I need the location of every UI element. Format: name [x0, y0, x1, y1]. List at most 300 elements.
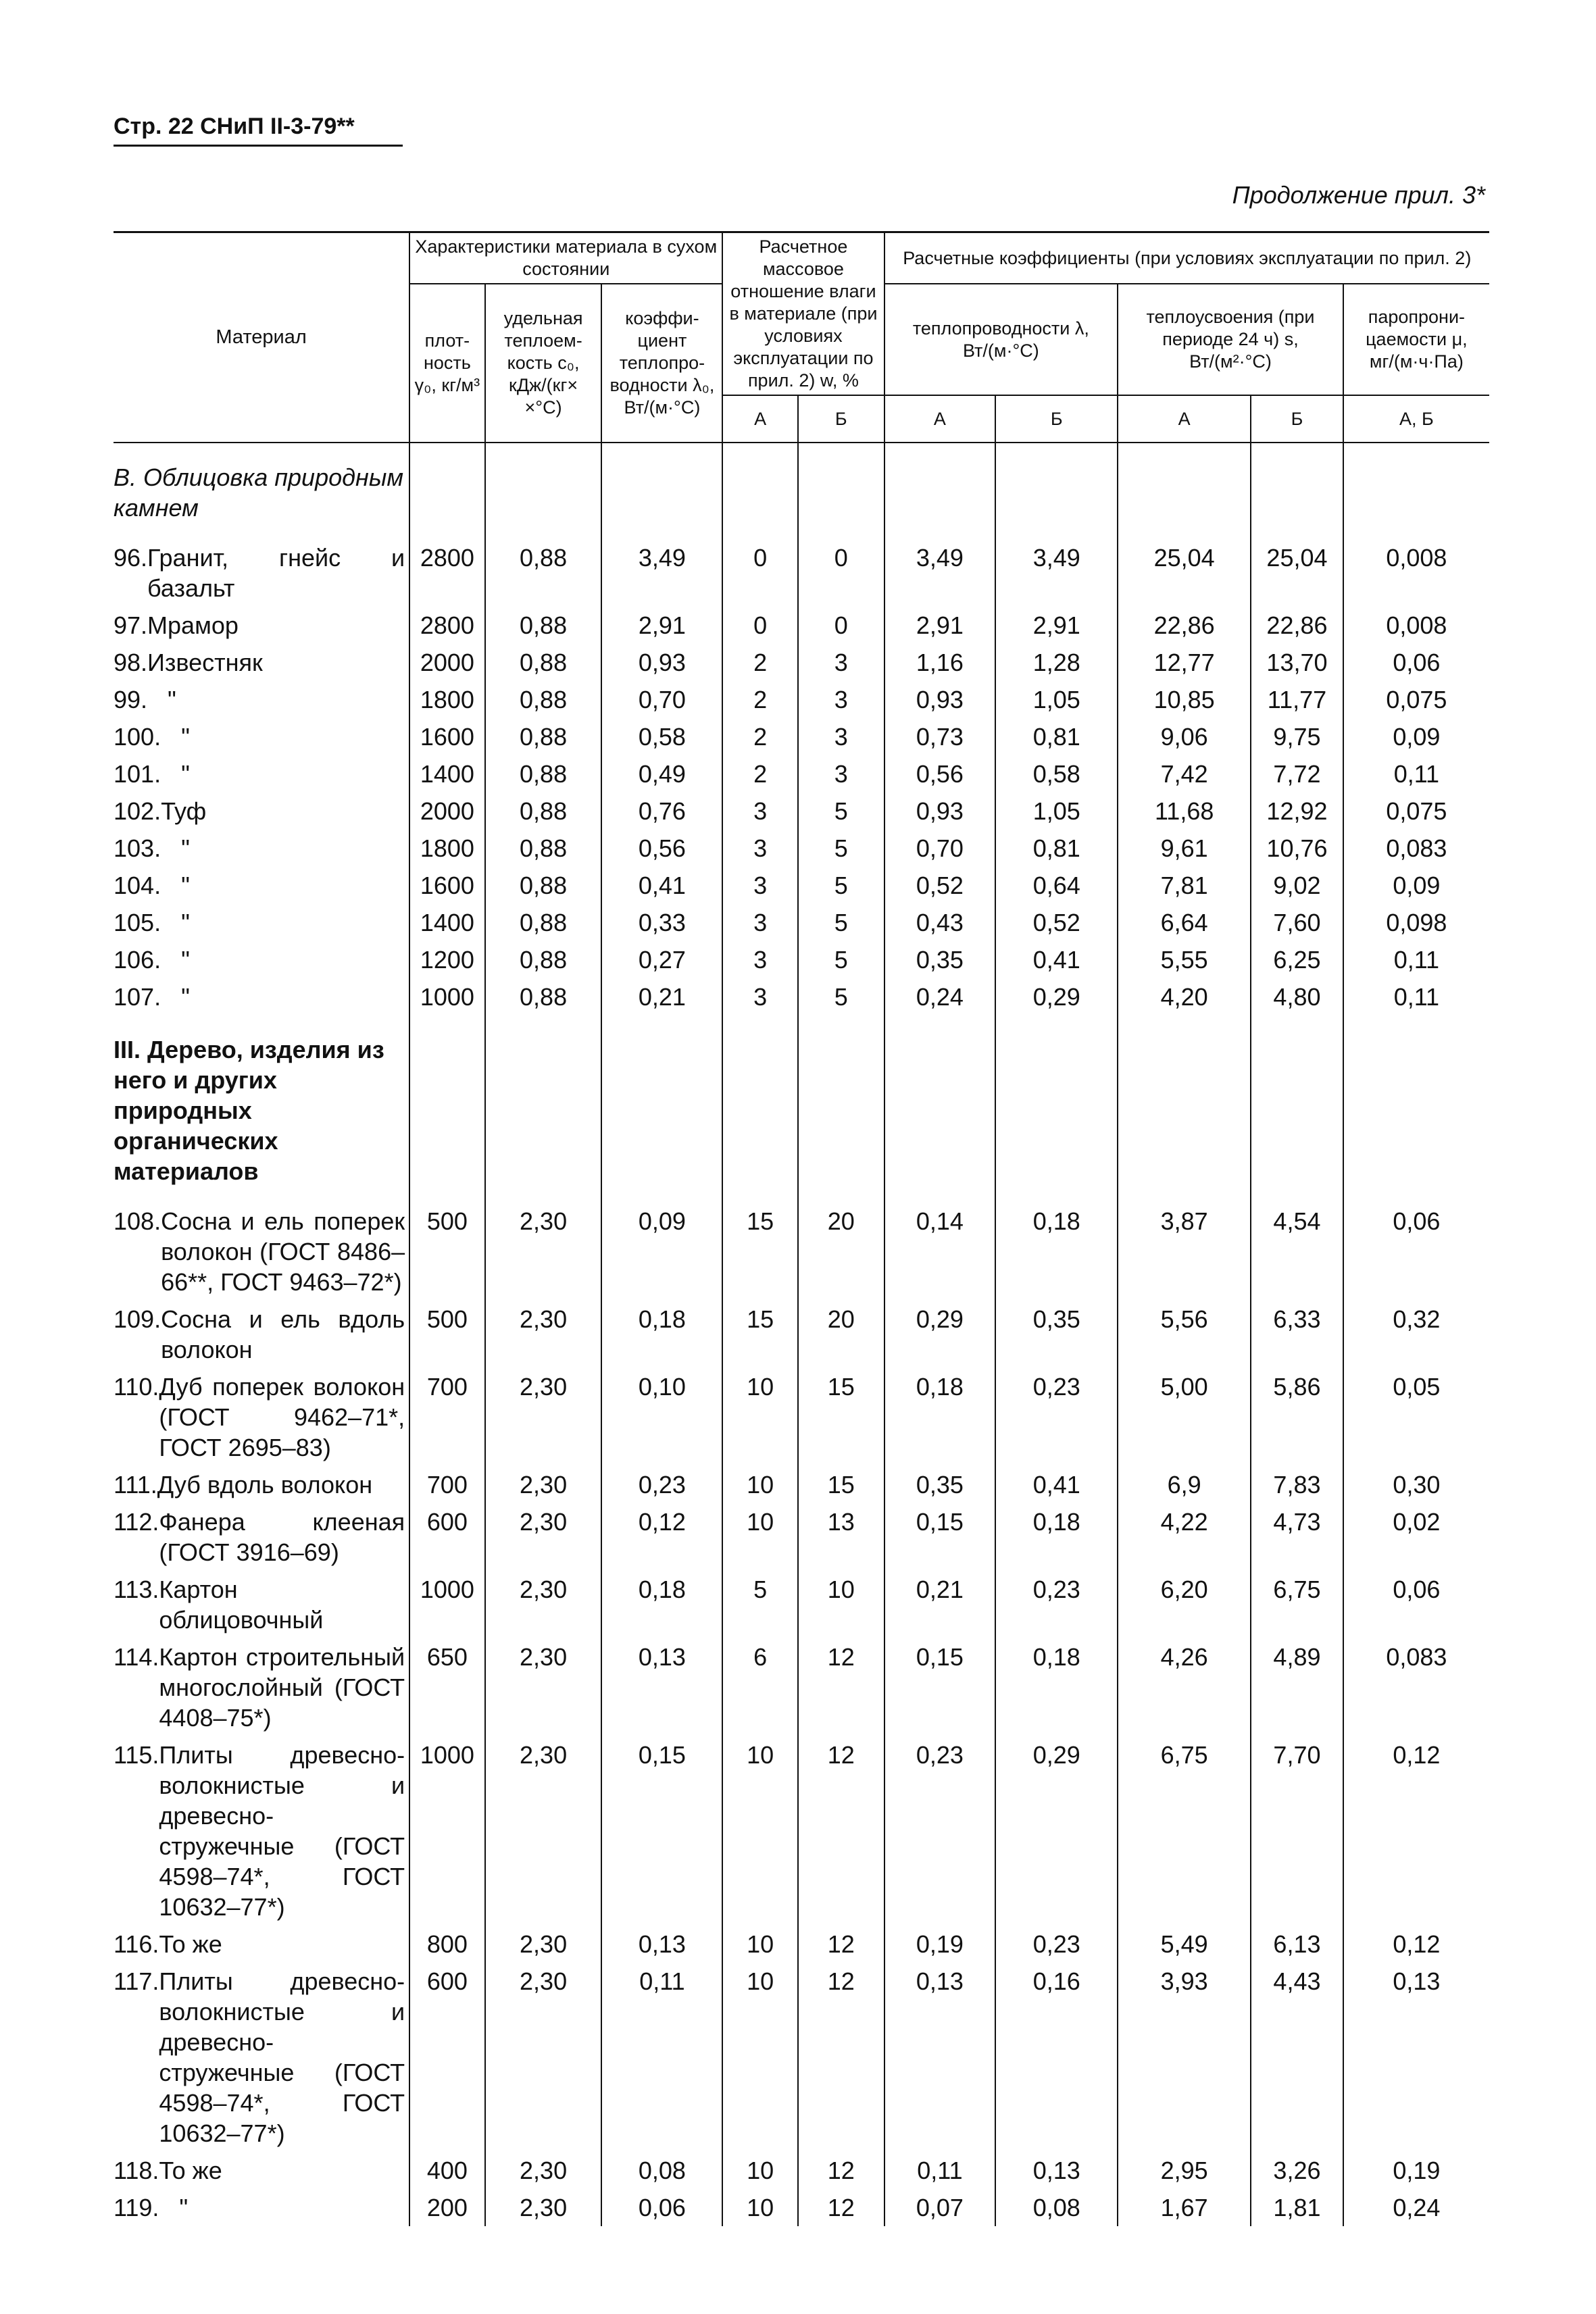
- s-a-value: 11,68: [1118, 793, 1251, 830]
- empty-cell: [1251, 1015, 1343, 1203]
- row-number: 101.: [114, 760, 161, 788]
- density-value: 1000: [409, 1736, 485, 1926]
- empty-cell: [485, 443, 602, 539]
- table-row: [114, 1301, 1489, 1368]
- s-b-value: 6,25: [1251, 941, 1343, 978]
- conductivity-value: 0,41: [601, 867, 722, 904]
- moisture-b-value: 0: [798, 539, 884, 607]
- table-row: [114, 1571, 1489, 1638]
- s-a-value: 25,04: [1118, 539, 1251, 607]
- heat-capacity-value: 2,30: [485, 1638, 602, 1736]
- material-name: ": [181, 760, 190, 788]
- s-a-value: 6,20: [1118, 1571, 1251, 1638]
- moisture-a-value: 0: [722, 539, 798, 607]
- material-name: То же: [159, 1930, 222, 1958]
- s-a-value: 5,55: [1118, 941, 1251, 978]
- heat-capacity-value: 0,88: [485, 755, 602, 793]
- header-moisture-a: А: [722, 395, 798, 443]
- s-a-value: 22,86: [1118, 607, 1251, 644]
- material-cell: [114, 1571, 409, 1638]
- table-row: [114, 2189, 1489, 2226]
- material-name: Мрамор: [147, 611, 239, 639]
- empty-cell: [485, 1015, 602, 1203]
- lambda-a-value: 1,16: [884, 644, 996, 681]
- moisture-a-value: 15: [722, 1203, 798, 1301]
- row-number: 106.: [114, 946, 161, 974]
- moisture-b-value: 0: [798, 607, 884, 644]
- density-value: 1600: [409, 867, 485, 904]
- header-material: Материал: [114, 232, 409, 443]
- mu-value: 0,075: [1343, 793, 1489, 830]
- header-density: плот-ность γ₀, кг/м³: [409, 284, 485, 443]
- moisture-a-value: 10: [722, 1503, 798, 1571]
- s-a-value: 4,20: [1118, 978, 1251, 1015]
- moisture-b-value: 10: [798, 1571, 884, 1638]
- heat-capacity-value: 0,88: [485, 793, 602, 830]
- row-number: 103.: [114, 834, 161, 862]
- moisture-b-value: 12: [798, 1638, 884, 1736]
- heat-capacity-value: 2,30: [485, 1368, 602, 1466]
- material-cell: [114, 2152, 409, 2189]
- row-number: 109.: [114, 1305, 161, 1333]
- s-b-value: 7,83: [1251, 1466, 1343, 1503]
- s-a-value: 10,85: [1118, 681, 1251, 718]
- heat-capacity-value: 0,88: [485, 644, 602, 681]
- material-name: ": [168, 686, 176, 713]
- s-a-value: 3,87: [1118, 1203, 1251, 1301]
- lambda-a-value: 0,21: [884, 1571, 996, 1638]
- s-b-value: 13,70: [1251, 644, 1343, 681]
- s-b-value: 4,80: [1251, 978, 1343, 1015]
- header-moisture-b: Б: [798, 395, 884, 443]
- row-number: 99.: [114, 686, 148, 713]
- continuation-note: Продолжение прил. 3*: [1232, 181, 1485, 209]
- lambda-a-value: 0,52: [884, 867, 996, 904]
- lambda-b-value: 1,05: [995, 681, 1118, 718]
- conductivity-value: 0,18: [601, 1301, 722, 1368]
- mu-value: 0,11: [1343, 978, 1489, 1015]
- s-b-value: 4,43: [1251, 1963, 1343, 2152]
- material-name: ": [181, 983, 190, 1011]
- row-number: 116.: [114, 1930, 159, 1958]
- empty-cell: [1343, 443, 1489, 539]
- s-a-value: 6,75: [1118, 1736, 1251, 1926]
- s-b-value: 4,89: [1251, 1638, 1343, 1736]
- heat-capacity-value: 2,30: [485, 1301, 602, 1368]
- mu-value: 0,083: [1343, 830, 1489, 867]
- material-cell: [114, 1736, 409, 1926]
- mu-value: 0,12: [1343, 1736, 1489, 1926]
- moisture-b-value: 13: [798, 1503, 884, 1571]
- lambda-a-value: 0,14: [884, 1203, 996, 1301]
- material-name: ": [181, 834, 190, 862]
- lambda-a-value: 3,49: [884, 539, 996, 607]
- table-row: [114, 941, 1489, 978]
- density-value: 2800: [409, 607, 485, 644]
- mu-value: 0,24: [1343, 2189, 1489, 2226]
- moisture-b-value: 5: [798, 830, 884, 867]
- material-cell: [114, 978, 409, 1015]
- material-cell: [114, 1466, 409, 1503]
- moisture-a-value: 3: [722, 793, 798, 830]
- material-name: Гранит, гнейс и базальт: [147, 544, 405, 602]
- row-number: 97.: [114, 611, 148, 639]
- material-name: Туф: [161, 797, 207, 825]
- mu-value: 0,008: [1343, 607, 1489, 644]
- material-name: Плиты древесно-волокнистые и древесно-стружечные (ГОСТ 4598–74*, ГОСТ 10632–77*): [159, 1741, 405, 1921]
- heat-capacity-value: 0,88: [485, 607, 602, 644]
- table-row: [114, 1736, 1489, 1926]
- density-value: 1000: [409, 1571, 485, 1638]
- header-s: теплоусвоения (при периоде 24 ч) s, Вт/(м²·°C): [1118, 284, 1343, 395]
- density-value: 1600: [409, 718, 485, 755]
- s-a-value: 12,77: [1118, 644, 1251, 681]
- moisture-a-value: 3: [722, 830, 798, 867]
- moisture-b-value: 5: [798, 793, 884, 830]
- empty-cell: [601, 1015, 722, 1203]
- mu-value: 0,19: [1343, 2152, 1489, 2189]
- mu-value: 0,008: [1343, 539, 1489, 607]
- density-value: 1800: [409, 681, 485, 718]
- mu-value: 0,083: [1343, 1638, 1489, 1736]
- density-value: 2800: [409, 539, 485, 607]
- table-row: [114, 830, 1489, 867]
- material-name: Дуб поперек волокон (ГОСТ 9462–71*, ГОСТ 2695–83): [159, 1373, 405, 1461]
- lambda-b-value: 0,23: [995, 1571, 1118, 1638]
- mu-value: 0,11: [1343, 755, 1489, 793]
- row-number: 107.: [114, 983, 161, 1011]
- material-cell: [114, 867, 409, 904]
- lambda-a-value: 0,15: [884, 1638, 996, 1736]
- s-b-value: 11,77: [1251, 681, 1343, 718]
- material-name: Картон строительный многослойный (ГОСТ 4408–75*): [159, 1643, 405, 1732]
- conductivity-value: 0,93: [601, 644, 722, 681]
- conductivity-value: 3,49: [601, 539, 722, 607]
- s-a-value: 6,9: [1118, 1466, 1251, 1503]
- table-row: [114, 644, 1489, 681]
- heat-capacity-value: 2,30: [485, 2152, 602, 2189]
- empty-cell: [1118, 1015, 1251, 1203]
- empty-cell: [884, 443, 996, 539]
- conductivity-value: 0,33: [601, 904, 722, 941]
- material-cell: [114, 1963, 409, 2152]
- moisture-b-value: 5: [798, 941, 884, 978]
- empty-cell: [1343, 1015, 1489, 1203]
- lambda-b-value: 0,35: [995, 1301, 1118, 1368]
- density-value: 1200: [409, 941, 485, 978]
- moisture-b-value: 3: [798, 681, 884, 718]
- empty-cell: [798, 443, 884, 539]
- lambda-a-value: 0,93: [884, 793, 996, 830]
- density-value: 700: [409, 1466, 485, 1503]
- lambda-a-value: 0,24: [884, 978, 996, 1015]
- lambda-b-value: 0,52: [995, 904, 1118, 941]
- lambda-a-value: 0,18: [884, 1368, 996, 1466]
- heat-capacity-value: 0,88: [485, 681, 602, 718]
- lambda-a-value: 0,19: [884, 1926, 996, 1963]
- moisture-a-value: 3: [722, 904, 798, 941]
- material-name: ": [181, 946, 190, 974]
- row-number: 104.: [114, 872, 161, 899]
- s-a-value: 6,64: [1118, 904, 1251, 941]
- mu-value: 0,05: [1343, 1368, 1489, 1466]
- empty-cell: [722, 443, 798, 539]
- material-cell: [114, 2189, 409, 2226]
- mu-value: 0,13: [1343, 1963, 1489, 2152]
- moisture-b-value: 15: [798, 1368, 884, 1466]
- material-cell: [114, 644, 409, 681]
- header-s-b: Б: [1251, 395, 1343, 443]
- density-value: 200: [409, 2189, 485, 2226]
- s-b-value: 4,73: [1251, 1503, 1343, 1571]
- conductivity-value: 0,08: [601, 2152, 722, 2189]
- material-cell: [114, 904, 409, 941]
- s-a-value: 7,81: [1118, 867, 1251, 904]
- density-value: 600: [409, 1963, 485, 2152]
- conductivity-value: 0,13: [601, 1638, 722, 1736]
- moisture-b-value: 5: [798, 978, 884, 1015]
- conductivity-value: 0,23: [601, 1466, 722, 1503]
- header-mu: паропрони-цаемости μ, мг/(м·ч·Па): [1343, 284, 1489, 395]
- row-number: 112.: [114, 1508, 159, 1536]
- lambda-b-value: 1,28: [995, 644, 1118, 681]
- row-number: 96.: [114, 544, 148, 572]
- moisture-a-value: 15: [722, 1301, 798, 1368]
- row-number: 100.: [114, 723, 161, 751]
- density-value: 700: [409, 1368, 485, 1466]
- heat-capacity-value: 2,30: [485, 1203, 602, 1301]
- conductivity-value: 0,18: [601, 1571, 722, 1638]
- material-name: ": [181, 872, 190, 899]
- s-a-value: 9,61: [1118, 830, 1251, 867]
- moisture-a-value: 10: [722, 1736, 798, 1926]
- lambda-b-value: 1,05: [995, 793, 1118, 830]
- s-b-value: 6,75: [1251, 1571, 1343, 1638]
- lambda-b-value: 0,18: [995, 1203, 1118, 1301]
- header-lambda-b: Б: [995, 395, 1118, 443]
- s-b-value: 3,26: [1251, 2152, 1343, 2189]
- header-conductivity: коэффи-циент теплопро-водности λ₀, Вт/(м·°C): [601, 284, 722, 443]
- s-a-value: 2,95: [1118, 2152, 1251, 2189]
- lambda-b-value: 0,29: [995, 1736, 1118, 1926]
- empty-cell: [995, 443, 1118, 539]
- moisture-b-value: 12: [798, 2152, 884, 2189]
- lambda-b-value: 0,81: [995, 830, 1118, 867]
- heat-capacity-value: 2,30: [485, 1466, 602, 1503]
- density-value: 800: [409, 1926, 485, 1963]
- moisture-b-value: 12: [798, 1926, 884, 1963]
- material-name: Известняк: [147, 649, 263, 676]
- row-number: 110.: [114, 1373, 159, 1401]
- density-value: 2000: [409, 644, 485, 681]
- empty-cell: [1251, 443, 1343, 539]
- conductivity-value: 2,91: [601, 607, 722, 644]
- s-b-value: 9,75: [1251, 718, 1343, 755]
- moisture-a-value: 6: [722, 1638, 798, 1736]
- density-value: 600: [409, 1503, 485, 1571]
- table-row: [114, 1466, 1489, 1503]
- table-row: [114, 867, 1489, 904]
- lambda-a-value: 0,70: [884, 830, 996, 867]
- moisture-a-value: 2: [722, 755, 798, 793]
- s-b-value: 6,33: [1251, 1301, 1343, 1368]
- empty-cell: [722, 1015, 798, 1203]
- lambda-b-value: 0,18: [995, 1638, 1118, 1736]
- lambda-a-value: 0,35: [884, 941, 996, 978]
- conductivity-value: 0,58: [601, 718, 722, 755]
- empty-cell: [798, 1015, 884, 1203]
- header-moisture: Расчетное массовое отношение влаги в материале (при условиях эксплуатации по прил. 2) w, %: [722, 232, 884, 396]
- conductivity-value: 0,11: [601, 1963, 722, 2152]
- material-cell: [114, 830, 409, 867]
- s-b-value: 25,04: [1251, 539, 1343, 607]
- material-cell: [114, 607, 409, 644]
- header-s-a: А: [1118, 395, 1251, 443]
- conductivity-value: 0,70: [601, 681, 722, 718]
- lambda-a-value: 0,13: [884, 1963, 996, 2152]
- heat-capacity-value: 2,30: [485, 2189, 602, 2226]
- s-b-value: 9,02: [1251, 867, 1343, 904]
- moisture-b-value: 5: [798, 904, 884, 941]
- row-number: 118.: [114, 2157, 159, 2184]
- mu-value: 0,06: [1343, 1571, 1489, 1638]
- table-row: [114, 718, 1489, 755]
- material-name: ": [179, 2194, 189, 2221]
- conductivity-value: 0,76: [601, 793, 722, 830]
- table-row: [114, 978, 1489, 1015]
- s-a-value: 1,67: [1118, 2189, 1251, 2226]
- conductivity-value: 0,09: [601, 1203, 722, 1301]
- row-number: 114.: [114, 1643, 159, 1671]
- header-dry-group: Характеристики материала в сухом состоянии: [409, 232, 722, 284]
- moisture-a-value: 2: [722, 681, 798, 718]
- header-lambda: теплопроводности λ, Вт/(м·°C): [884, 284, 1118, 395]
- lambda-a-value: 0,35: [884, 1466, 996, 1503]
- conductivity-value: 0,27: [601, 941, 722, 978]
- s-b-value: 7,72: [1251, 755, 1343, 793]
- moisture-a-value: 10: [722, 1368, 798, 1466]
- material-cell: [114, 681, 409, 718]
- conductivity-value: 0,56: [601, 830, 722, 867]
- row-number: 105.: [114, 909, 161, 936]
- lambda-b-value: 0,18: [995, 1503, 1118, 1571]
- s-b-value: 6,13: [1251, 1926, 1343, 1963]
- s-a-value: 5,56: [1118, 1301, 1251, 1368]
- material-cell: [114, 718, 409, 755]
- material-name: Сосна и ель вдоль волокон: [161, 1305, 405, 1363]
- material-cell: [114, 941, 409, 978]
- mu-value: 0,098: [1343, 904, 1489, 941]
- lambda-b-value: 0,23: [995, 1926, 1118, 1963]
- material-name: Сосна и ель поперек волокон (ГОСТ 8486–66**, ГОСТ 9463–72*): [161, 1207, 405, 1296]
- row-number: 115.: [114, 1741, 159, 1769]
- mu-value: 0,30: [1343, 1466, 1489, 1503]
- table-row: [114, 1203, 1489, 1301]
- density-value: 1400: [409, 755, 485, 793]
- moisture-a-value: 10: [722, 1963, 798, 2152]
- s-b-value: 7,70: [1251, 1736, 1343, 1926]
- conductivity-value: 0,13: [601, 1926, 722, 1963]
- moisture-a-value: 10: [722, 1926, 798, 1963]
- conductivity-value: 0,49: [601, 755, 722, 793]
- row-number: 102.: [114, 797, 161, 825]
- moisture-a-value: 2: [722, 644, 798, 681]
- lambda-b-value: 0,23: [995, 1368, 1118, 1466]
- lambda-a-value: 0,07: [884, 2189, 996, 2226]
- mu-value: 0,06: [1343, 1203, 1489, 1301]
- moisture-b-value: 20: [798, 1301, 884, 1368]
- lambda-b-value: 0,41: [995, 941, 1118, 978]
- s-a-value: 9,06: [1118, 718, 1251, 755]
- material-name: Дуб вдоль волокон: [157, 1471, 373, 1499]
- table-row: [114, 681, 1489, 718]
- empty-cell: [995, 1015, 1118, 1203]
- moisture-a-value: 10: [722, 1466, 798, 1503]
- header-heat-capacity: удельная теплоем-кость c₀, кДж/(кг× ×°C): [485, 284, 602, 443]
- table-row: [114, 2152, 1489, 2189]
- row-number: 98.: [114, 649, 148, 676]
- lambda-a-value: 0,11: [884, 2152, 996, 2189]
- section-row: [114, 443, 1489, 539]
- conductivity-value: 0,06: [601, 2189, 722, 2226]
- table-row: [114, 1963, 1489, 2152]
- s-b-value: 7,60: [1251, 904, 1343, 941]
- moisture-a-value: 5: [722, 1571, 798, 1638]
- moisture-b-value: 5: [798, 867, 884, 904]
- density-value: 400: [409, 2152, 485, 2189]
- row-number: 113.: [114, 1576, 159, 1603]
- page-header: Стр. 22 СНиП II-3-79**: [114, 114, 355, 139]
- heat-capacity-value: 2,30: [485, 1963, 602, 2152]
- empty-cell: [1118, 443, 1251, 539]
- material-cell: [114, 793, 409, 830]
- mu-value: 0,075: [1343, 681, 1489, 718]
- material-name: Фанера клееная (ГОСТ 3916–69): [159, 1508, 405, 1566]
- lambda-b-value: 0,08: [995, 2189, 1118, 2226]
- mu-value: 0,09: [1343, 718, 1489, 755]
- material-name: То же: [159, 2157, 222, 2184]
- conductivity-value: 0,12: [601, 1503, 722, 1571]
- mu-value: 0,12: [1343, 1926, 1489, 1963]
- heat-capacity-value: 0,88: [485, 904, 602, 941]
- density-value: 500: [409, 1203, 485, 1301]
- moisture-b-value: 12: [798, 2189, 884, 2226]
- material-name: ": [181, 909, 190, 936]
- lambda-a-value: 0,93: [884, 681, 996, 718]
- lambda-b-value: 0,13: [995, 2152, 1118, 2189]
- material-cell: [114, 755, 409, 793]
- moisture-b-value: 12: [798, 1963, 884, 2152]
- heat-capacity-value: 2,30: [485, 1571, 602, 1638]
- heat-capacity-value: 0,88: [485, 718, 602, 755]
- lambda-b-value: 0,29: [995, 978, 1118, 1015]
- moisture-b-value: 3: [798, 755, 884, 793]
- lambda-a-value: 0,23: [884, 1736, 996, 1926]
- moisture-a-value: 10: [722, 2189, 798, 2226]
- lambda-b-value: 0,81: [995, 718, 1118, 755]
- heat-capacity-value: 2,30: [485, 1926, 602, 1963]
- s-a-value: 5,00: [1118, 1368, 1251, 1466]
- material-cell: [114, 539, 409, 607]
- row-number: 108.: [114, 1207, 161, 1235]
- s-a-value: 3,93: [1118, 1963, 1251, 2152]
- material-cell: [114, 1926, 409, 1963]
- s-a-value: 5,49: [1118, 1926, 1251, 1963]
- header-mu-ab: А, Б: [1343, 395, 1489, 443]
- lambda-b-value: 0,64: [995, 867, 1118, 904]
- density-value: 1000: [409, 978, 485, 1015]
- moisture-b-value: 12: [798, 1736, 884, 1926]
